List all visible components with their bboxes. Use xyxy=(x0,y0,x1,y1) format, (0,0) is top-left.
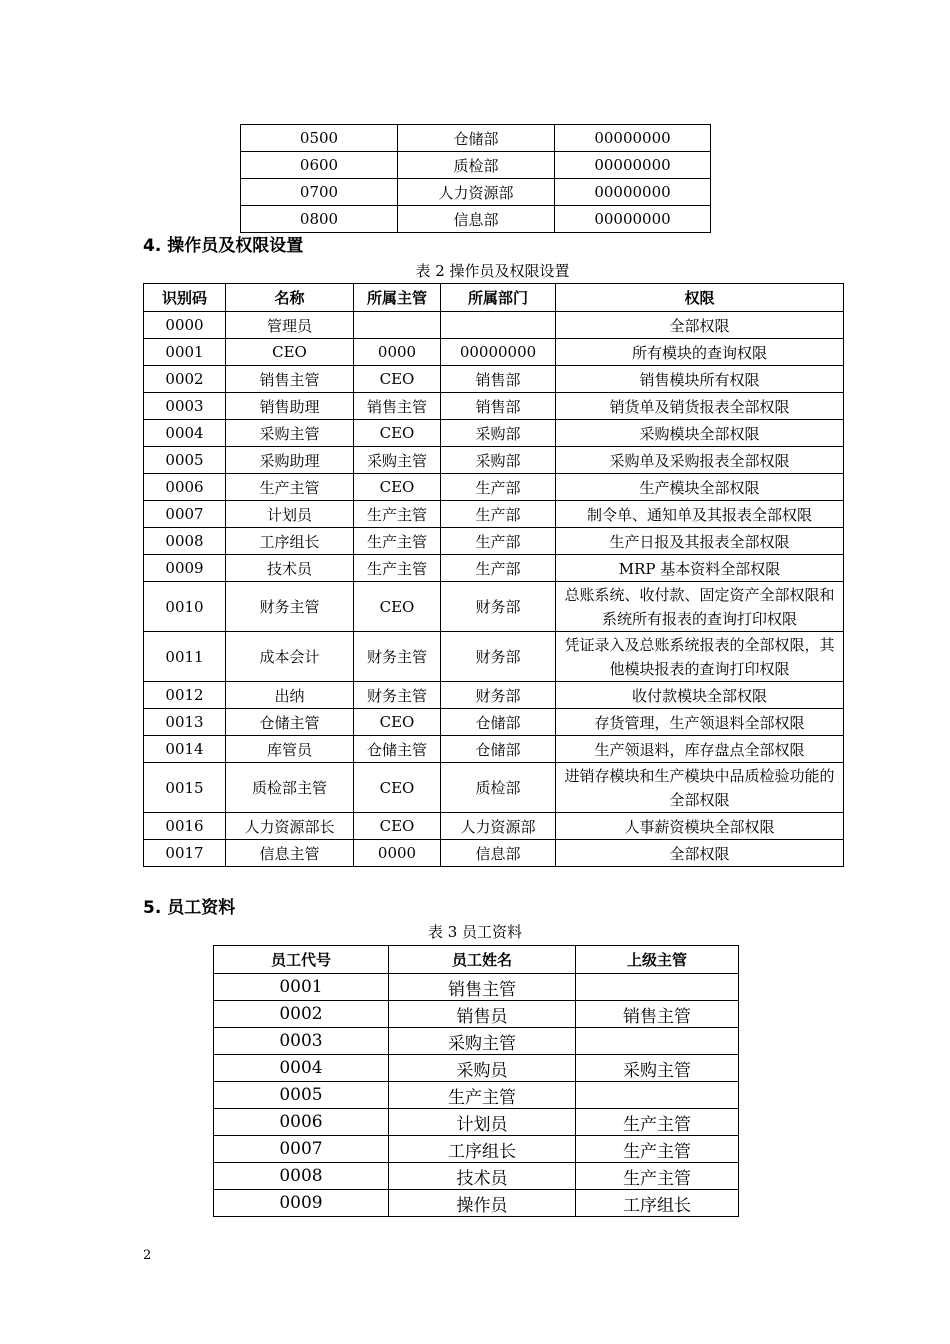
table-cell xyxy=(354,312,441,339)
table-row xyxy=(214,1082,739,1109)
table-cell xyxy=(576,974,739,1001)
table-row xyxy=(144,682,844,709)
table-cell: 成本会计 xyxy=(226,632,354,682)
table-cell: 生产主管 xyxy=(354,555,441,582)
table-cell: 采购主管 xyxy=(354,447,441,474)
table-cell: 仓储部 xyxy=(441,736,556,763)
table-cell: 信息部 xyxy=(398,206,555,233)
table-cell: 0007 xyxy=(214,1136,389,1163)
table-cell: 人力资源部 xyxy=(398,179,555,206)
table-cell: 0003 xyxy=(214,1028,389,1055)
table-row xyxy=(144,709,844,736)
table-cell: 操作员 xyxy=(389,1190,576,1217)
table-cell: 工序组长 xyxy=(226,528,354,555)
col-header-permissions: 权限 xyxy=(556,284,844,312)
table-cell: 财务部 xyxy=(441,632,556,682)
table-row xyxy=(144,736,844,763)
table-3-caption: 表 3 员工资料 xyxy=(427,923,523,941)
table-cell: 0016 xyxy=(144,813,226,840)
table-cell: 0009 xyxy=(214,1190,389,1217)
table-cell: 生产主管 xyxy=(354,528,441,555)
col-header-supervisor: 所属主管 xyxy=(354,284,441,312)
table-cell: 0008 xyxy=(214,1163,389,1190)
table-cell: 0005 xyxy=(144,447,226,474)
employee-table-body xyxy=(214,974,739,1217)
table-cell: 质检部主管 xyxy=(226,763,354,813)
table-cell: 0001 xyxy=(144,339,226,366)
table-row xyxy=(144,582,844,632)
table-cell: 销售模块所有权限 xyxy=(556,366,844,393)
table-cell: 销售助理 xyxy=(226,393,354,420)
table-row xyxy=(214,1055,739,1082)
table-cell: 0004 xyxy=(214,1055,389,1082)
table-cell: 制令单、通知单及其报表全部权限 xyxy=(556,501,844,528)
table-cell: 仓储主管 xyxy=(354,736,441,763)
table-cell: 进销存模块和生产模块中品质检验功能的全部权限 xyxy=(556,763,844,813)
table-cell: 0002 xyxy=(214,1001,389,1028)
table-cell: 生产领退料，库存盘点全部权限 xyxy=(556,736,844,763)
section-5-heading: 5. 员工资料 xyxy=(143,898,236,918)
table-cell: 00000000 xyxy=(555,206,711,233)
section-4-heading: 4. 操作员及权限设置 xyxy=(143,236,304,256)
table-cell: CEO xyxy=(354,582,441,632)
table-cell: 0600 xyxy=(241,152,398,179)
table-cell: 0013 xyxy=(144,709,226,736)
table-row xyxy=(144,312,844,339)
table-row xyxy=(214,974,739,1001)
table-cell: 出纳 xyxy=(226,682,354,709)
table-row xyxy=(144,420,844,447)
table-cell: 销售部 xyxy=(441,393,556,420)
table-cell: 生产主管 xyxy=(226,474,354,501)
table-cell: 0001 xyxy=(214,974,389,1001)
table-cell: 采购部 xyxy=(441,420,556,447)
table-cell: 所有模块的查询权限 xyxy=(556,339,844,366)
col-header-employee-name: 员工姓名 xyxy=(389,946,576,974)
table-row xyxy=(144,763,844,813)
table-cell: 财务主管 xyxy=(354,632,441,682)
table-cell: 仓储部 xyxy=(441,709,556,736)
table-cell: 0500 xyxy=(241,125,398,152)
table-cell: 采购单及采购报表全部权限 xyxy=(556,447,844,474)
table-cell: 总账系统、收付款、固定资产全部权限和系统所有报表的查询打印权限 xyxy=(556,582,844,632)
table-cell: 0004 xyxy=(144,420,226,447)
table-header-row xyxy=(214,946,739,974)
table-2-caption: 表 2 操作员及权限设置 xyxy=(415,262,570,280)
table-cell: 采购主管 xyxy=(389,1028,576,1055)
table-row xyxy=(144,632,844,682)
table-cell: 销售主管 xyxy=(389,974,576,1001)
table-cell: 00000000 xyxy=(555,152,711,179)
table-row xyxy=(241,179,711,206)
col-header-manager: 上级主管 xyxy=(576,946,739,974)
table-cell: 生产主管 xyxy=(576,1109,739,1136)
table-cell: 0000 xyxy=(354,339,441,366)
table-cell: 人力资源部 xyxy=(441,813,556,840)
table-cell: CEO xyxy=(354,709,441,736)
table-cell: 0006 xyxy=(144,474,226,501)
table-row xyxy=(214,1190,739,1217)
table-cell: 0008 xyxy=(144,528,226,555)
table-cell: CEO xyxy=(354,763,441,813)
table-cell: 00000000 xyxy=(555,179,711,206)
table-cell: 采购主管 xyxy=(576,1055,739,1082)
table-cell: 采购模块全部权限 xyxy=(556,420,844,447)
table-cell: 信息部 xyxy=(441,840,556,867)
page-number: 2 xyxy=(143,1248,152,1263)
table-cell: 0006 xyxy=(214,1109,389,1136)
table-cell: 质检部 xyxy=(398,152,555,179)
table-cell: 采购员 xyxy=(389,1055,576,1082)
table-cell: 生产部 xyxy=(441,474,556,501)
operator-permissions-table xyxy=(143,283,844,867)
col-header-department: 所属部门 xyxy=(441,284,556,312)
table-cell: 生产部 xyxy=(441,555,556,582)
table-cell: 全部权限 xyxy=(556,312,844,339)
table-cell xyxy=(441,312,556,339)
table-cell: 00000000 xyxy=(555,125,711,152)
table-row xyxy=(241,125,711,152)
table-cell: 0005 xyxy=(214,1082,389,1109)
col-header-id: 识别码 xyxy=(144,284,226,312)
table-cell: 销售主管 xyxy=(354,393,441,420)
table-row xyxy=(214,1163,739,1190)
table-cell: 0700 xyxy=(241,179,398,206)
table-cell: 质检部 xyxy=(441,763,556,813)
table-cell: 采购助理 xyxy=(226,447,354,474)
table-row xyxy=(144,339,844,366)
table-cell: 销售部 xyxy=(441,366,556,393)
table-cell: 生产日报及其报表全部权限 xyxy=(556,528,844,555)
col-header-employee-id: 员工代号 xyxy=(214,946,389,974)
col-header-name: 名称 xyxy=(226,284,354,312)
table-cell: 计划员 xyxy=(226,501,354,528)
table-row xyxy=(214,1001,739,1028)
table-cell xyxy=(576,1082,739,1109)
table-row xyxy=(144,474,844,501)
table-cell: CEO xyxy=(354,420,441,447)
table-cell: 收付款模块全部权限 xyxy=(556,682,844,709)
table-cell: 0012 xyxy=(144,682,226,709)
table-cell: 采购部 xyxy=(441,447,556,474)
table-cell: 存货管理，生产领退料全部权限 xyxy=(556,709,844,736)
table-cell: 0002 xyxy=(144,366,226,393)
table-cell: 管理员 xyxy=(226,312,354,339)
table-cell: 生产主管 xyxy=(576,1163,739,1190)
table-cell: 生产主管 xyxy=(354,501,441,528)
table-cell: 库管员 xyxy=(226,736,354,763)
table-cell: 0000 xyxy=(354,840,441,867)
table-row xyxy=(144,393,844,420)
table-cell: 生产部 xyxy=(441,501,556,528)
table-row xyxy=(144,501,844,528)
table-cell: 0010 xyxy=(144,582,226,632)
table-cell: 人力资源部长 xyxy=(226,813,354,840)
table-cell: 销售主管 xyxy=(226,366,354,393)
table-row xyxy=(214,1109,739,1136)
department-table-body xyxy=(241,125,711,233)
table-cell: 销货单及销货报表全部权限 xyxy=(556,393,844,420)
table-cell: 工序组长 xyxy=(389,1136,576,1163)
table-cell: 工序组长 xyxy=(576,1190,739,1217)
table-cell: 生产部 xyxy=(441,528,556,555)
table-cell: 生产主管 xyxy=(576,1136,739,1163)
table-row xyxy=(144,366,844,393)
table-cell: 仓储主管 xyxy=(226,709,354,736)
table-cell: 全部权限 xyxy=(556,840,844,867)
table-cell: 采购主管 xyxy=(226,420,354,447)
table-cell xyxy=(576,1028,739,1055)
table-cell: 技术员 xyxy=(226,555,354,582)
table-cell: 0015 xyxy=(144,763,226,813)
table-cell: 生产模块全部权限 xyxy=(556,474,844,501)
table-cell: 00000000 xyxy=(441,339,556,366)
table-row xyxy=(144,447,844,474)
table-cell: 0003 xyxy=(144,393,226,420)
table-cell: 销售主管 xyxy=(576,1001,739,1028)
table-cell: 销售员 xyxy=(389,1001,576,1028)
table-row xyxy=(241,152,711,179)
table-cell: 财务部 xyxy=(441,582,556,632)
table-cell: 生产主管 xyxy=(389,1082,576,1109)
table-row xyxy=(144,813,844,840)
table-row xyxy=(144,555,844,582)
table-cell: 人事薪资模块全部权限 xyxy=(556,813,844,840)
table-cell: 财务主管 xyxy=(354,682,441,709)
table-cell: 0014 xyxy=(144,736,226,763)
table-cell: 0009 xyxy=(144,555,226,582)
table-cell: CEO xyxy=(354,813,441,840)
table-cell: 0800 xyxy=(241,206,398,233)
table-cell: CEO xyxy=(354,366,441,393)
table-cell: 凭证录入及总账系统报表的全部权限，其他模块报表的查询打印权限 xyxy=(556,632,844,682)
table-cell: 计划员 xyxy=(389,1109,576,1136)
table-row xyxy=(144,528,844,555)
table-cell: 0000 xyxy=(144,312,226,339)
table-cell: CEO xyxy=(226,339,354,366)
table-header-row xyxy=(144,284,844,312)
table-row xyxy=(214,1028,739,1055)
table-cell: 0017 xyxy=(144,840,226,867)
table-cell: 财务部 xyxy=(441,682,556,709)
operator-table-body xyxy=(144,312,844,867)
table-cell: 0007 xyxy=(144,501,226,528)
table-row xyxy=(144,840,844,867)
department-table xyxy=(240,124,711,233)
table-cell: 财务主管 xyxy=(226,582,354,632)
table-cell: 信息主管 xyxy=(226,840,354,867)
table-cell: 仓储部 xyxy=(398,125,555,152)
table-row xyxy=(241,206,711,233)
table-cell: CEO xyxy=(354,474,441,501)
employee-table xyxy=(213,945,739,1217)
table-row xyxy=(214,1136,739,1163)
table-cell: MRP 基本资料全部权限 xyxy=(556,555,844,582)
table-cell: 0011 xyxy=(144,632,226,682)
table-cell: 技术员 xyxy=(389,1163,576,1190)
